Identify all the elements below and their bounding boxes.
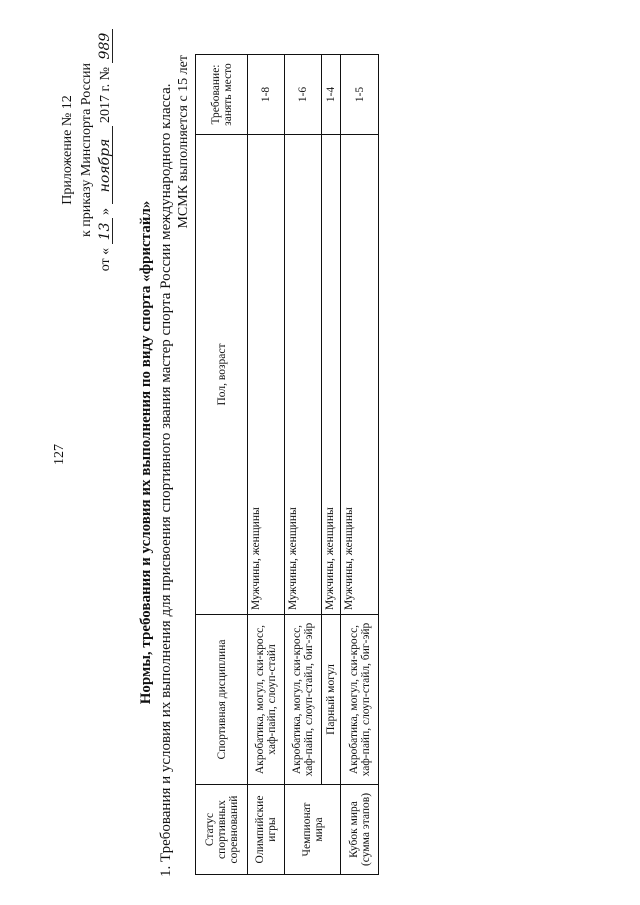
table-row [248,55,285,875]
cell-discipline: Акробатика, могул, ски-кросс, хаф-пайп, слоуп-стайл, биг-эйр [285,615,322,785]
cell-place: 1-5 [341,55,379,135]
handwritten-month: ноября [98,127,113,205]
cell-status: Кубок мира (сумма этапов) [341,785,379,875]
date-year: 2017 г. № [98,66,113,123]
annex-header [58,25,115,275]
date-mid: » [98,208,113,215]
table-header-row [196,55,248,875]
annex-date-line [96,25,115,275]
cell-status: Чемпионат мира [285,785,341,875]
table-row [285,55,322,875]
annex-title: Приложение № 12 [60,95,75,205]
age-note: МСМК выполняется с 15 лет [176,55,191,229]
norms-table [195,54,379,875]
date-prefix: от « [98,247,113,272]
handwritten-day: 13 [98,219,113,245]
cell-gender-age: Мужчины, женщины [322,135,341,615]
page-number: 127 [52,444,67,465]
cell-gender-age: Мужчины, женщины [248,135,285,615]
cell-place: 1-8 [248,55,285,135]
cell-place: 1-6 [285,55,322,135]
table-row [322,55,341,875]
header-discipline: Спортивная дисциплина [196,615,248,785]
annex-order-ref: к приказу Минспорта России [79,63,94,237]
cell-discipline: Акробатика, могул, ски-кросс, хаф-пайп, слоуп-стайл [248,615,285,785]
header-requirement: Требование: занять место [196,55,248,135]
cell-gender-age: Мужчины, женщины [341,135,379,615]
cell-discipline: Акробатика, могул, ски-кросс, хаф-пайп, слоуп-стайл, биг-эйр [341,615,379,785]
section-heading: 1. Требования и условия их выполнения для присвоения спортивного звания мастер спорта России международного класса. [158,83,174,877]
table-row [341,55,379,875]
cell-status: Олимпийские игры [248,785,285,875]
header-status: Статус спортивных соревнований [196,785,248,875]
cell-discipline: Парный могул [322,615,341,785]
handwritten-order-number: 989 [98,29,113,64]
cell-gender-age: Мужчины, женщины [285,135,322,615]
header-gender-age: Пол, возраст [196,135,248,615]
cell-place: 1-4 [322,55,341,135]
document-title: Нормы, требования и условия их выполнения по виду спорта «фристайл» [138,200,154,705]
